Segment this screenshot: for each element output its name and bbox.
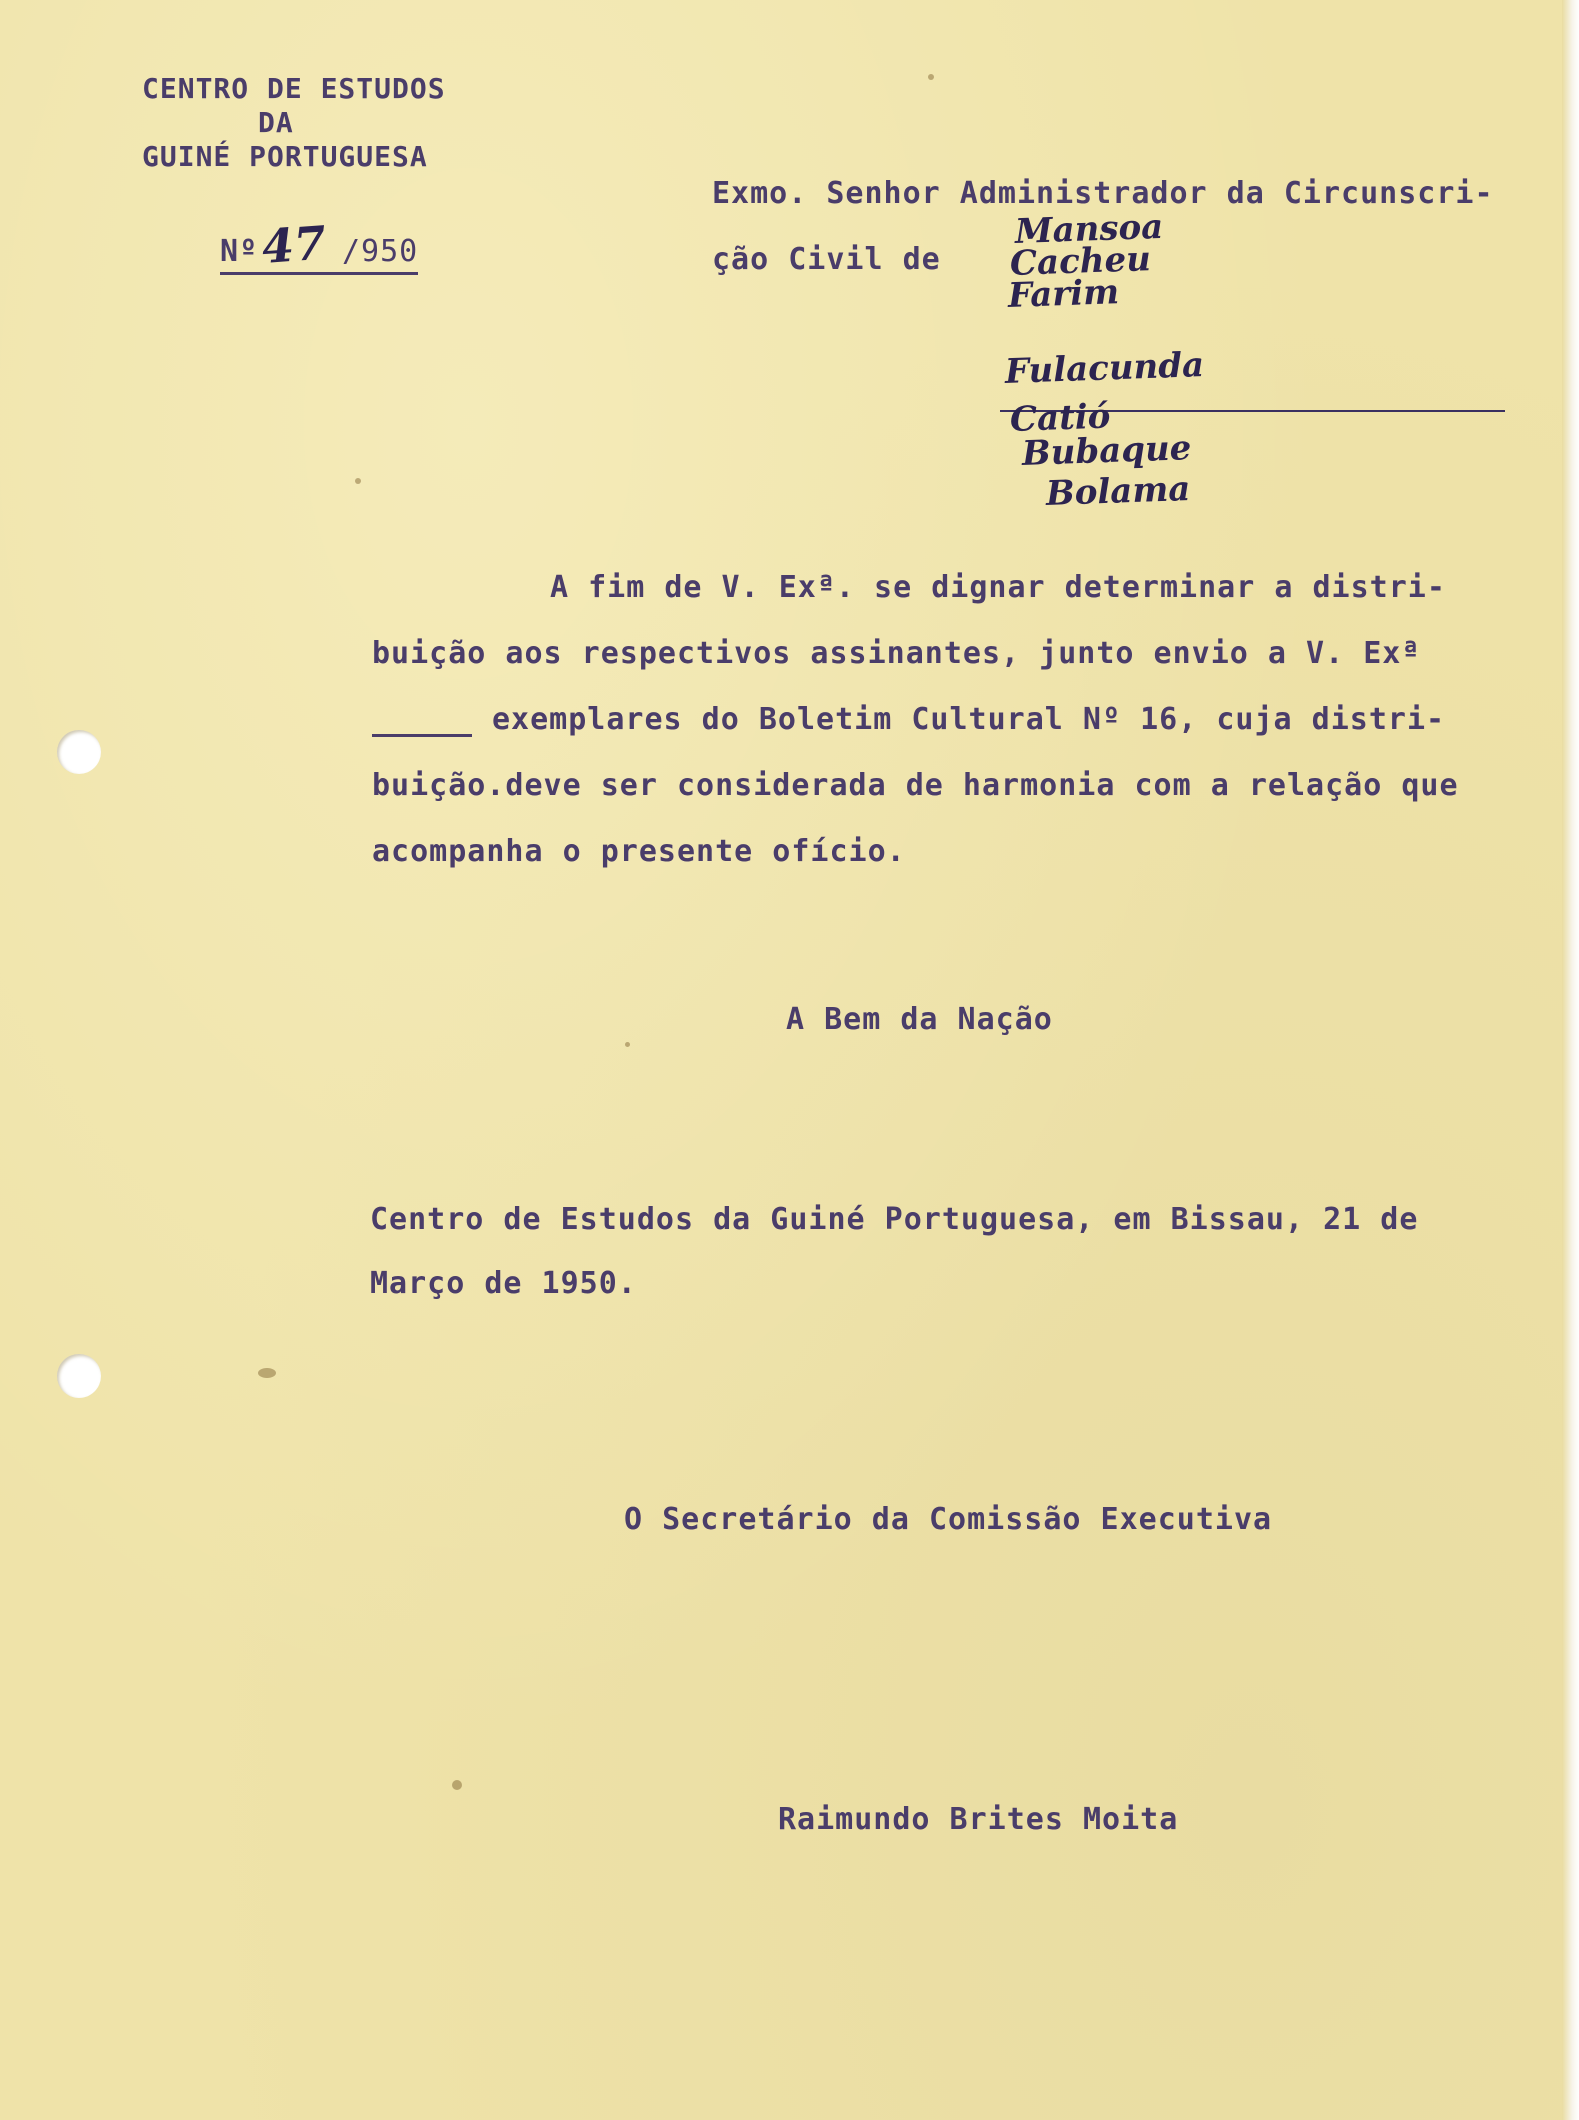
signatory-title: O Secretário da Comissão Executiva: [624, 1502, 1273, 1537]
body-line-3: exemplares do Boletim Cultural Nº 16, cuja distri-: [492, 702, 1446, 737]
signatory-name: Raimundo Brites Moita: [778, 1802, 1179, 1837]
punch-hole: [57, 1354, 101, 1398]
paper-spot: [452, 1780, 462, 1790]
paper-spot: [258, 1368, 276, 1378]
handwritten-place: Catió: [1009, 396, 1112, 440]
reference-handwritten-number: 47: [260, 215, 328, 274]
body-line-4: buição.deve ser considerada de harmonia com a relação que: [372, 768, 1459, 803]
reference-prefix: Nº: [220, 234, 259, 269]
closing-salutation: A Bem da Nação: [786, 1002, 1053, 1037]
body-line-1: A fim de V. Exª. se dignar determinar a distri-: [550, 570, 1446, 605]
handwritten-place: Bubaque: [1021, 428, 1192, 474]
addressee-line-2: ção Civil de: [712, 242, 941, 277]
letterhead-line-1: CENTRO DE ESTUDOS: [142, 72, 446, 105]
scan-right-edge: [1562, 0, 1579, 2120]
punch-hole: [57, 730, 101, 774]
handwritten-place: Bolama: [1045, 468, 1191, 514]
reference-underline: [220, 272, 418, 275]
handwritten-place: Cacheu: [1009, 239, 1152, 284]
handwritten-place: Mansoa: [1014, 206, 1164, 252]
body-line-2: buição aos respectivos assinantes, junto envio a V. Exª: [372, 636, 1421, 671]
handwritten-place: Farim: [1007, 272, 1120, 316]
quantity-blank: [372, 734, 472, 737]
paper-spot: [625, 1042, 630, 1047]
dateline-line-1: Centro de Estudos da Guiné Portuguesa, em Bissau, 21 de: [370, 1202, 1419, 1237]
paper-spot: [355, 478, 361, 484]
dateline-line-2: Março de 1950.: [370, 1266, 637, 1301]
addressee-line-1: Exmo. Senhor Administrador da Circunscri-: [712, 176, 1494, 211]
paper-spot: [928, 74, 934, 80]
letterhead-line-3: GUINÉ PORTUGUESA: [142, 140, 428, 173]
body-line-5: acompanha o presente ofício.: [372, 834, 906, 869]
letterhead-line-2: DA: [258, 106, 294, 139]
reference-year: /950: [342, 234, 419, 269]
handwritten-place: Fulacunda: [1004, 345, 1205, 392]
